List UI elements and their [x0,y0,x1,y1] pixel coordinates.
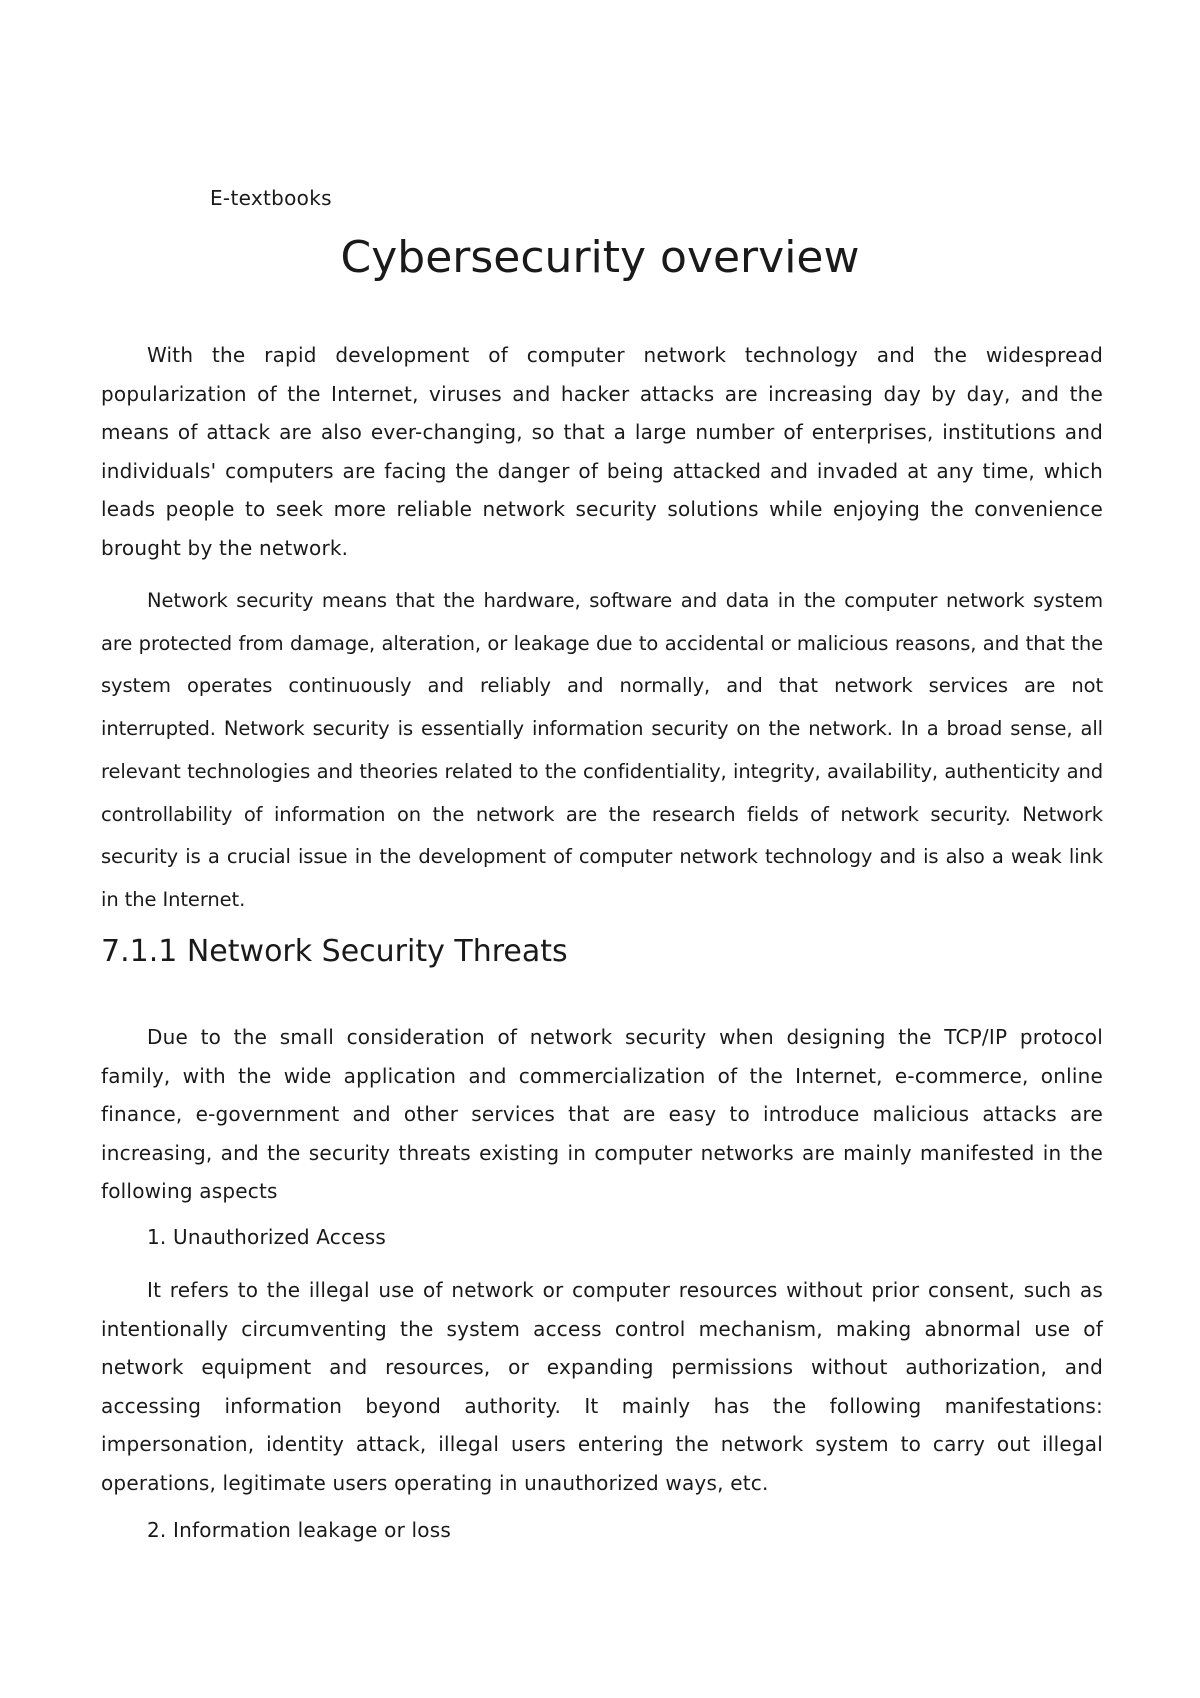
section-heading: 7.1.1 Network Security Threats [101,934,568,969]
header-label: E-textbooks [210,186,332,210]
list-item-heading: 1. Unauthorized Access [147,1225,386,1249]
body-paragraph: Network security means that the hardware, software and data in the computer network system are protected from damage, alteration, or leakage due to accidental or malicious reasons, and that the system operates continuously and reliably and normally, and that network services are not interrupted. Network security is essentially information security on the network. In a broad sense, all relevant technologies and theories related to the confidentiality, integrity, availability, authenticity and controllability of information on the network are the research fields of network security. Network security is a crucial issue in the development of computer network technology and is also a weak link in the Internet. [101,589,1103,911]
section-intro-paragraph: Due to the small consideration of network security when designing the TCP/IP protocol family, with the wide application and commercialization of the Internet, e-commerce, online finance, e-government and other services that are easy to introduce malicious attacks are increasing, and the security threats existing in computer networks are mainly manifested in the following aspects [101,1025,1103,1203]
document-title: Cybersecurity overview [340,232,860,283]
body-paragraph: With the rapid development of computer network technology and the widespread popularization of the Internet, viruses and hacker attacks are increasing day by day, and the means of attack are also ever-changing, so that a large number of enterprises, institutions and individuals' computers are facing the danger of being attacked and invaded at any time, which leads people to seek more reliable network security solutions while enjoying the convenience brought by the network. [101,343,1103,560]
list-item-paragraph: It refers to the illegal use of network or computer resources without prior consent, such as intentionally circumventing the system access control mechanism, making abnormal use of network equipment and resources, or expanding permissions without authorization, and accessing information beyond authority. It mainly has the following manifestations: impersonation, identity attack, illegal users entering the network system to carry out illegal operations, legitimate users operating in unauthorized ways, etc. [101,1278,1103,1495]
list-item-heading: 2. Information leakage or loss [147,1518,451,1542]
